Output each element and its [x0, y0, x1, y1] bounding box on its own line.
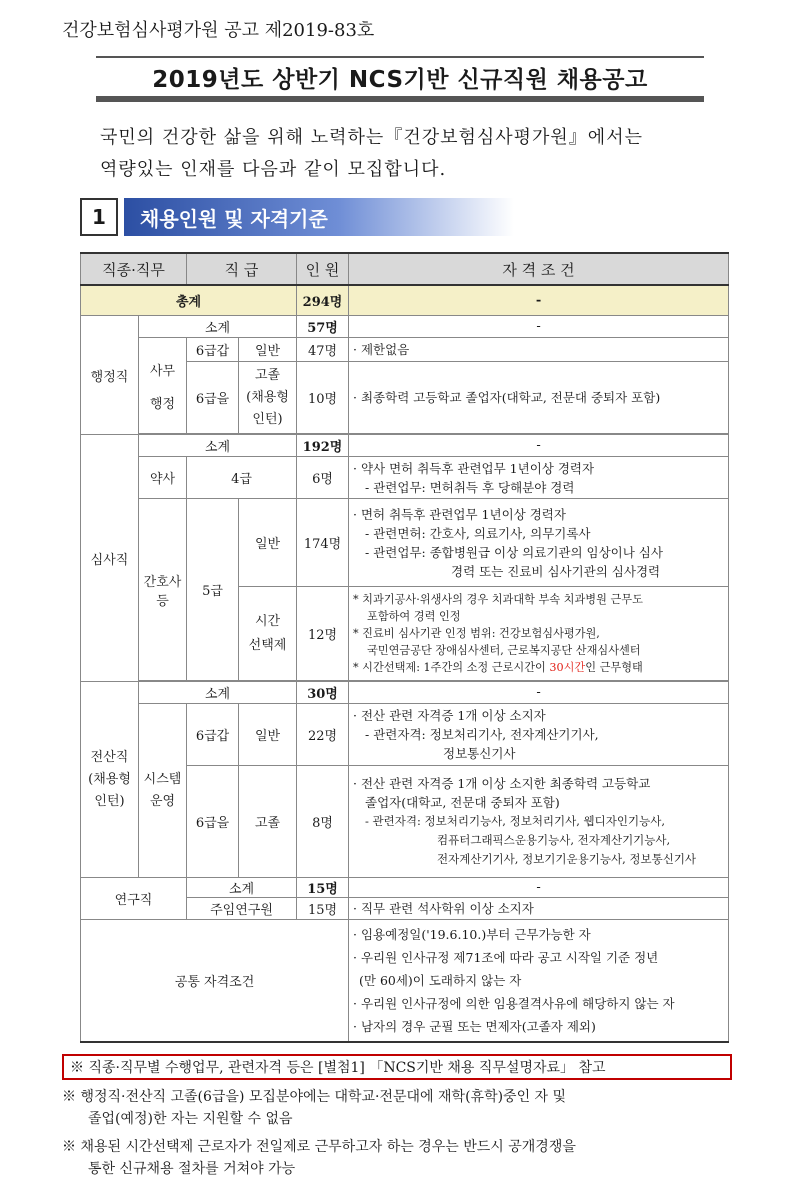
review-gen-cond-3: - 관련업무: 종합병원급 이상 의료기관의 임상이나 심사: [365, 544, 663, 560]
total-count: 294명: [297, 285, 349, 316]
admin-r1-cond: · 제한없음: [349, 338, 729, 362]
total-row: [81, 285, 729, 316]
notes: [62, 1054, 742, 1180]
review-subtotal: 소계: [139, 435, 297, 457]
review-gen-cond-4: 경력 또는 진료비 심사기관의 심사경력: [451, 563, 661, 579]
table-row: [81, 704, 729, 766]
it-name-1: 전산직: [90, 749, 129, 765]
research-subtotal: 소계: [187, 878, 297, 898]
admin-subtotal: 소계: [139, 316, 297, 338]
section-title: 채용인원 및 자격기준: [124, 198, 514, 236]
page-title: 2019년도 상반기 NCS기반 신규직원 채용공고: [96, 56, 704, 102]
review-note-2b: 국민연금공단 장애심사센터, 근로복지공단 산재심사센터: [367, 644, 641, 657]
note-highlight: ※ 직종·직무별 수행업무, 관련자격 등은 [별첨1] 「NCS기반 채용 직무설명자료」 참고: [62, 1054, 732, 1080]
it-r1-count: 22명: [297, 704, 349, 766]
it-r2-cond-5: 전자계산기기사, 정보기기운용기능사, 정보통신기사: [437, 852, 697, 866]
note-3: [62, 1136, 742, 1180]
review-nurse-2: 등: [156, 593, 169, 609]
intro-line-2: 역량있는 인재를 다음과 같이 모집합니다.: [100, 159, 447, 180]
review-pharm-cond: [349, 457, 729, 499]
it-subtotal: 소계: [139, 682, 297, 704]
intro-text: [100, 122, 643, 186]
review-nurse-1: 간호사: [143, 574, 182, 590]
table-row: [81, 499, 729, 587]
note-3-line-1: ※ 채용된 시간선택제 근로자가 전일제로 근무하고자 하는 경우는 반드시 공개경쟁을: [62, 1139, 576, 1155]
admin-duty-1: 사무: [149, 363, 176, 379]
admin-r2-count: 10명: [297, 362, 349, 434]
recruitment-table: [80, 252, 729, 1043]
table-row: [81, 338, 729, 362]
admin-r2-type: [239, 362, 297, 434]
it-subtotal-count: 30명: [297, 682, 349, 704]
note-3-line-2: 통한 신규채용 절차를 거쳐야 가능: [88, 1161, 296, 1177]
admin-r1-type: 일반: [239, 338, 297, 362]
review-pt-count: 12명: [297, 587, 349, 681]
review-gen-cond-1: · 면허 취득후 관련업무 1년이상 경력자: [353, 506, 566, 522]
review-pharm-cond-1: · 약사 면허 취득후 관련업무 1년이상 경력자: [353, 460, 595, 476]
review-gen-cond-2: - 관련면허: 간호사, 의료기사, 의무기록사: [365, 525, 591, 541]
review-pt-type-1: 시간: [254, 613, 281, 629]
it-name-2: (채용형: [88, 771, 131, 787]
it-name-3: 인턴): [94, 793, 125, 809]
review-gen-cond: [349, 499, 729, 587]
header-grade: 직 급: [187, 253, 297, 285]
research-subtotal-count: 15명: [297, 878, 349, 898]
it-name: [81, 682, 139, 878]
it-r1-cond-1: · 전산 관련 자격증 1개 이상 소지자: [353, 708, 546, 723]
review-note-3-pre: * 시간선택제: 1주간의 소정 근로시간이: [353, 661, 550, 674]
review-pharm-count: 6명: [297, 457, 349, 499]
admin-duty-2: 행정: [149, 396, 176, 412]
common-cond-3: (만 60세)이 도래하지 않는 자: [359, 972, 522, 988]
review-pt-type-2: 선택제: [248, 637, 287, 653]
research-count: 15명: [297, 898, 349, 920]
intro-line-1: 국민의 건강한 삶을 위해 노력하는『건강보험심사평가원』에서는: [100, 127, 643, 148]
it-duty-1: 시스템: [143, 771, 182, 787]
it-r2-cond-2: 졸업자(대학교, 전문대 중퇴자 포함): [365, 795, 560, 810]
admin-r1-count: 47명: [297, 338, 349, 362]
research-subtotal-cond: -: [349, 878, 729, 898]
review-nurse-grade: 5급: [187, 499, 239, 681]
section-number: 1: [80, 198, 118, 236]
common-label: 공통 자격조건: [81, 920, 349, 1042]
admin-r2-type-1: 고졸: [254, 367, 281, 383]
common-cond-1: · 임용예정일('19.6.10.)부터 근무가능한 자: [353, 926, 591, 942]
review-note-3-post: 인 근무형태: [585, 661, 643, 674]
table-header-row: [81, 253, 729, 285]
header-cond: 자 격 조 건: [349, 253, 729, 285]
research-cond: · 직무 관련 석사학위 이상 소지자: [349, 898, 729, 920]
review-note-3: [353, 659, 724, 676]
review-name: 심사직: [81, 435, 139, 682]
it-r1-type: 일반: [239, 704, 297, 766]
header-job: 직종·직무: [81, 253, 187, 285]
research-name: 연구직: [81, 878, 187, 920]
admin-r1-grade: 6급갑: [187, 338, 239, 362]
it-subtotal-cond: -: [349, 682, 729, 704]
note-2-line-2: 졸업(예정)한 자는 지원할 수 없음: [88, 1111, 293, 1127]
admin-r2-grade: 6급을: [187, 362, 239, 434]
it-r2-cond-4: 컴퓨터그래픽스운용기능사, 전자계산기기능사,: [437, 833, 671, 847]
review-pharm: 약사: [139, 457, 187, 499]
common-cond-4: · 우리원 인사규정에 의한 임용결격사유에 해당하지 않는 자: [353, 995, 675, 1011]
notice-number: 건강보험심사평가원 공고 제2019-83호: [62, 20, 375, 41]
admin-subtotal-count: 57명: [297, 316, 349, 338]
table-row: [81, 878, 729, 898]
review-nurse: [139, 499, 187, 681]
it-r2-cond: [349, 766, 729, 878]
table-row: [81, 457, 729, 499]
review-gen-count: 174명: [297, 499, 349, 587]
it-r1-cond-3: 정보통신기사: [443, 746, 516, 761]
review-subtotal-count: 192명: [297, 435, 349, 457]
table-row: [81, 316, 729, 338]
it-duty: [139, 704, 187, 878]
common-cond-2: · 우리원 인사규정 제71조에 따라 공고 시작일 기준 정년: [353, 949, 659, 965]
review-pharm-cond-2: - 관련업무: 면허취득 후 당해분야 경력: [365, 479, 575, 495]
total-label: 총계: [81, 285, 297, 316]
note-2: [62, 1086, 742, 1130]
review-pt-type: [239, 587, 297, 681]
it-r1-grade: 6급갑: [187, 704, 239, 766]
admin-r2-type-2: (채용형: [246, 389, 289, 405]
admin-r2-type-3: 인턴): [252, 411, 283, 427]
it-r2-grade: 6급을: [187, 766, 239, 878]
it-r1-cond-2: - 관련자격: 정보처리기사, 전자계산기기사,: [365, 727, 599, 742]
table-row: [81, 920, 729, 1042]
note-2-line-1: ※ 행정직·전산직 고졸(6급을) 모집분야에는 대학교·전문대에 재학(휴학)중인 자 및: [62, 1089, 567, 1105]
review-gen-type: 일반: [239, 499, 297, 587]
review-notes: [349, 587, 729, 681]
review-pharm-grade: 4급: [187, 457, 297, 499]
admin-duty: [139, 338, 187, 434]
it-r2-count: 8명: [297, 766, 349, 878]
it-r1-cond: [349, 704, 729, 766]
table-row: [81, 435, 729, 457]
total-cond: -: [349, 285, 729, 316]
common-cond: [349, 920, 729, 1042]
admin-subtotal-cond: -: [349, 316, 729, 338]
review-note-1b: 포함하여 경력 인정: [367, 610, 461, 623]
admin-r2-cond: · 최종학력 고등학교 졸업자(대학교, 전문대 중퇴자 포함): [349, 362, 729, 434]
review-note-3-red: 30시간: [549, 661, 586, 674]
review-note-2: * 진료비 심사기관 인정 범위: 건강보험심사평가원,: [353, 627, 600, 640]
common-cond-5: · 남자의 경우 군필 또는 면제자(고졸자 제외): [353, 1018, 596, 1034]
it-duty-2: 운영: [149, 793, 176, 809]
it-r2-cond-1: · 전산 관련 자격증 1개 이상 소지한 최종학력 고등학교: [353, 776, 651, 791]
header-count: 인 원: [297, 253, 349, 285]
admin-name: 행정직: [81, 316, 139, 435]
it-r2-type: 고졸: [239, 766, 297, 878]
review-subtotal-cond: -: [349, 435, 729, 457]
table-row: [81, 682, 729, 704]
review-note-1: * 치과기공사·위생사의 경우 치과대학 부속 치과병원 근무도: [353, 593, 643, 606]
it-r2-cond-3: - 관련자격: 정보처리기능사, 정보처리기사, 웹디자인기능사,: [365, 814, 665, 828]
research-grade: 주임연구원: [187, 898, 297, 920]
